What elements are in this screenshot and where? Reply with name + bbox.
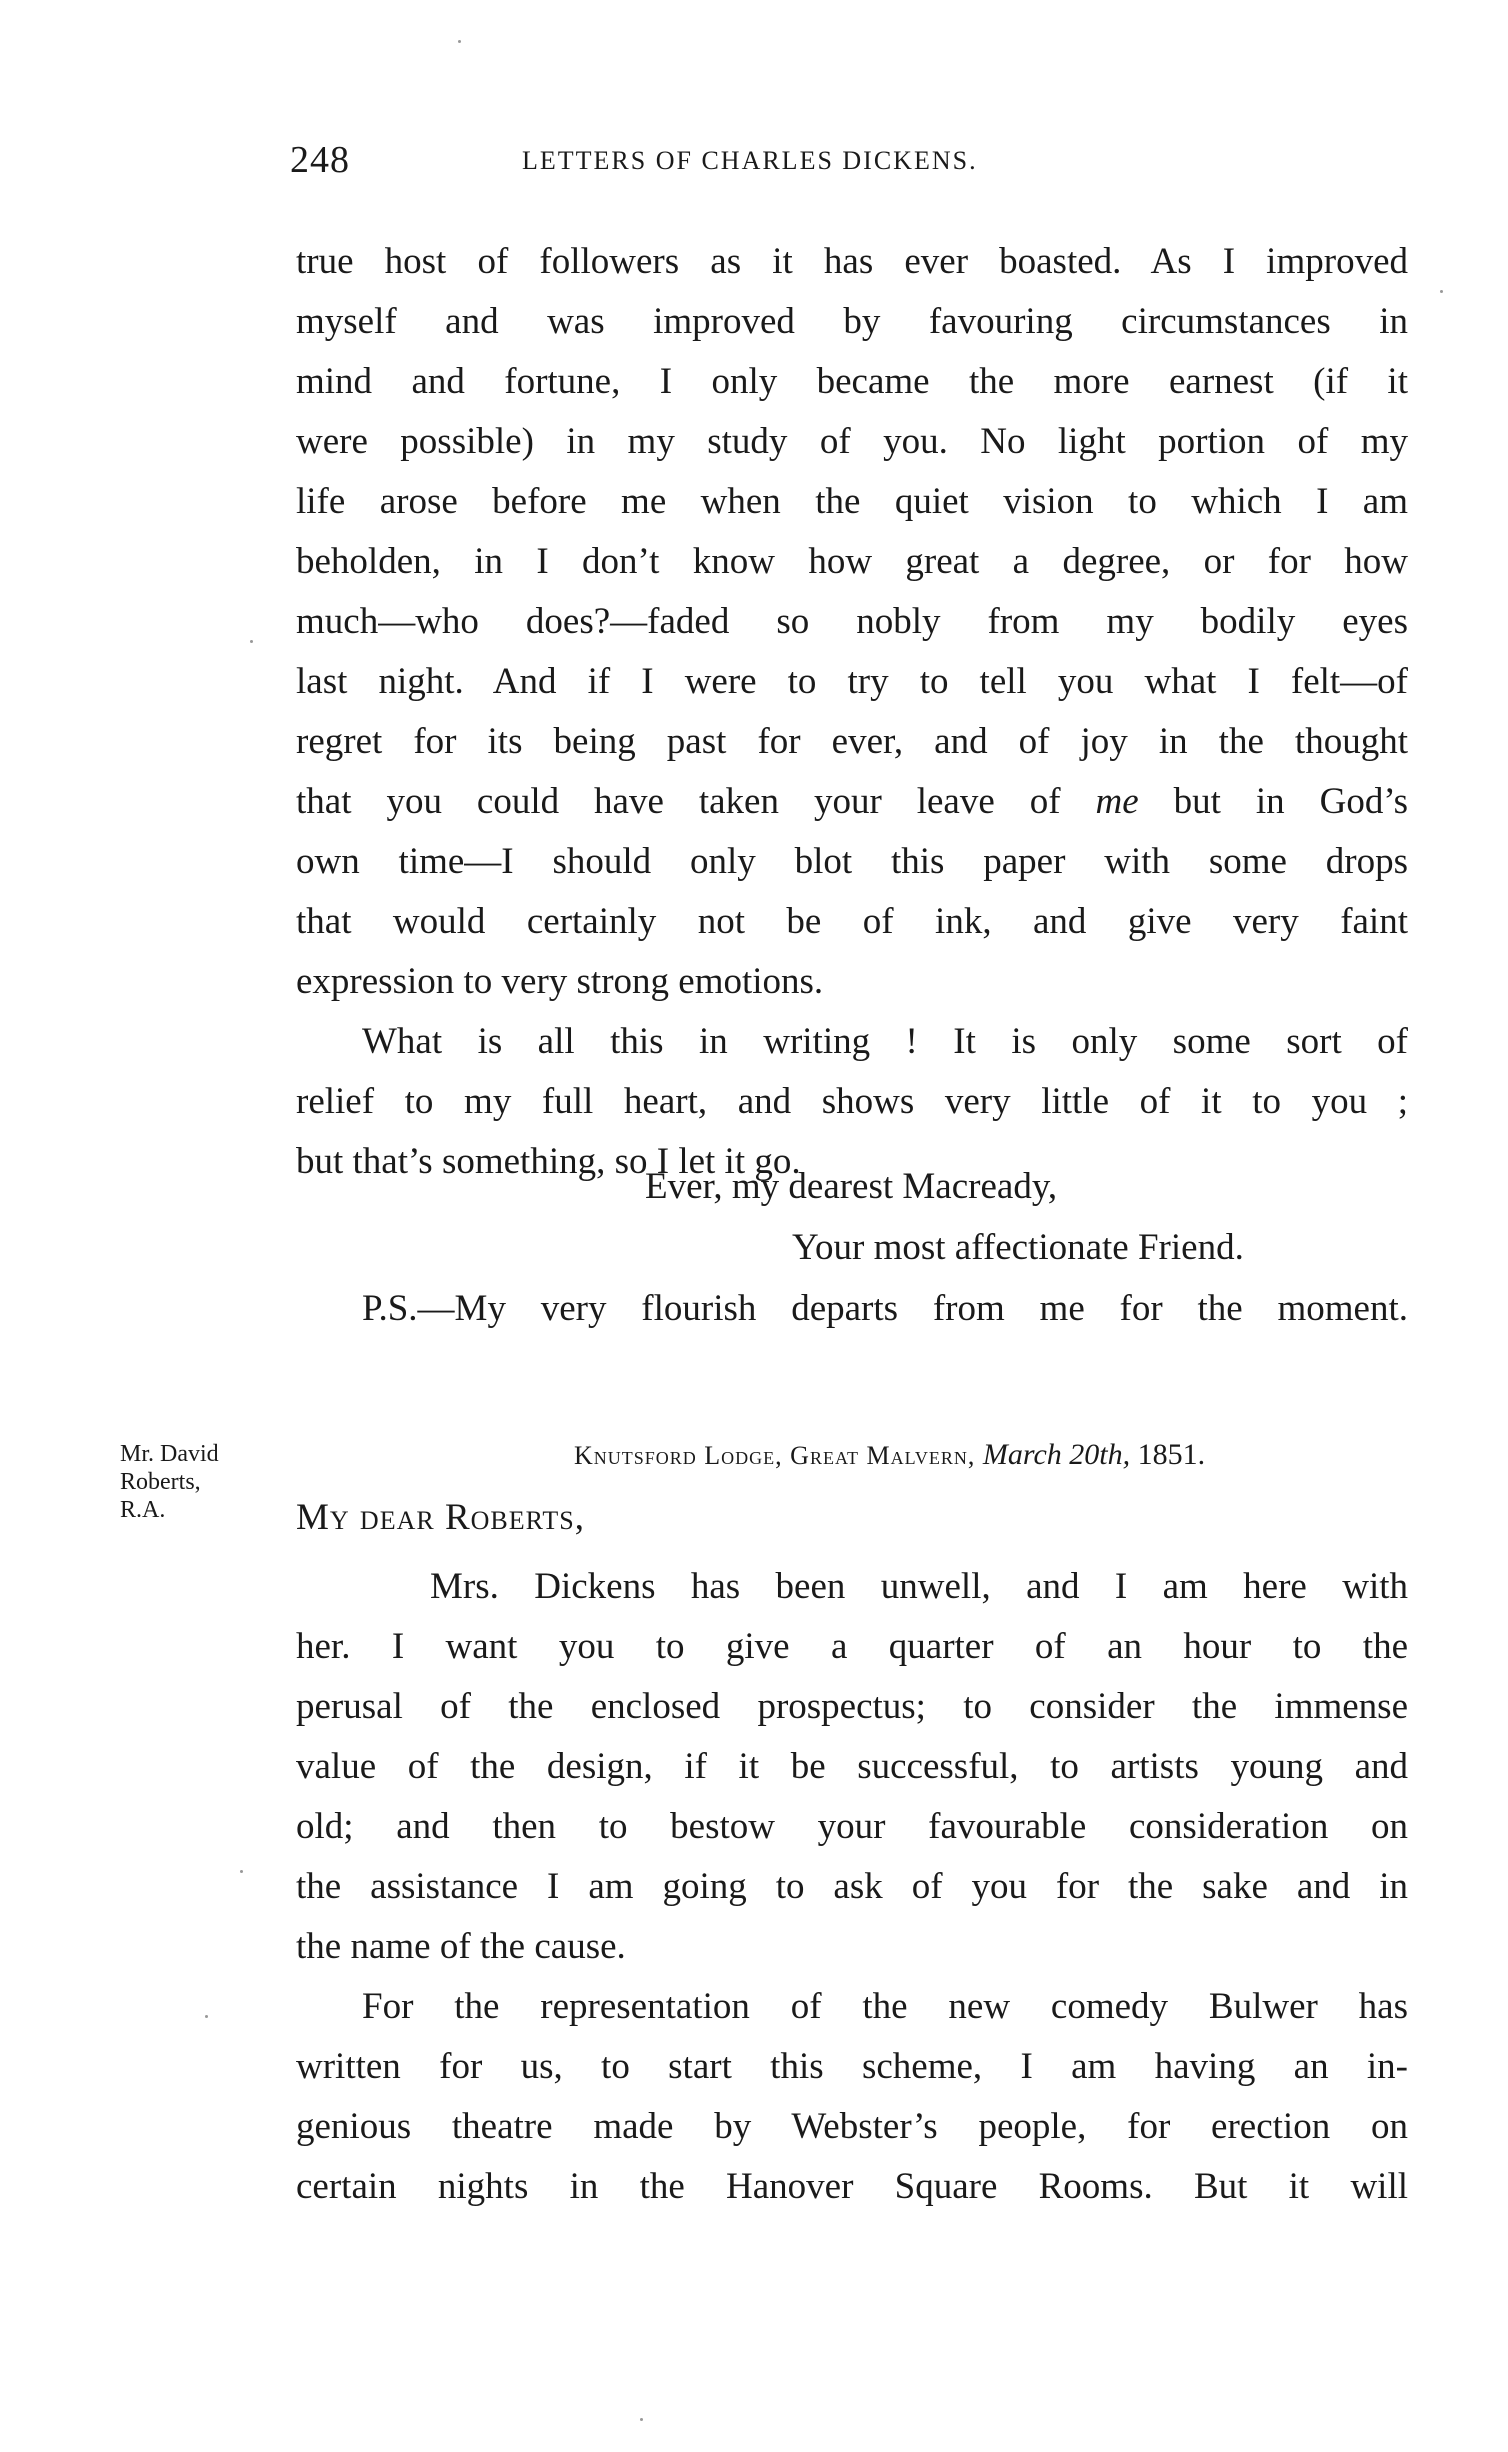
- text-line: but that’s something, so I let it go.: [296, 1141, 801, 1182]
- postscript: P.S.—My very flourish departs from me for the moment.: [362, 1288, 1408, 1329]
- text-line: true host of followers as it has ever boasted. As I improved: [296, 241, 1408, 282]
- paper-speck: [240, 1870, 243, 1873]
- text-line: that would certainly not be of ink, and give very faint: [296, 901, 1408, 942]
- text-line: value of the design, if it be successful, to artists young and: [296, 1746, 1408, 1787]
- text-line: genious theatre made by Webster’s people, for erection on: [296, 2106, 1408, 2147]
- text-line: that you could have taken your leave of me but in God’s: [296, 781, 1409, 822]
- letter-closing: Ever, my dearest Macready,: [645, 1166, 1058, 1207]
- text-line: beholden, in I don’t know how great a degree, or for how: [296, 541, 1408, 582]
- emphasis: me: [1095, 781, 1139, 822]
- text-line: relief to my full heart, and shows very little of it to you ;: [296, 1081, 1408, 1122]
- text-line: myself and was improved by favouring circumstances in: [296, 301, 1408, 342]
- text-line: were possible) in my study of you. No light portion of my: [296, 421, 1408, 462]
- letter-body-1: [296, 232, 1408, 1192]
- text-line: much—who does?—faded so nobly from my bodily eyes: [296, 601, 1408, 642]
- margin-note-line: R.A.: [120, 1497, 166, 1523]
- text-line: own time—I should only blot this paper with some drops: [296, 841, 1408, 882]
- dateline-year: 1851.: [1130, 1438, 1206, 1471]
- text-line: Mrs. Dickens has been unwell, and I am here with: [430, 1566, 1408, 1607]
- margin-note: [120, 1440, 219, 1524]
- page-header: [290, 138, 1190, 188]
- paper-speck: [205, 2015, 208, 2018]
- text-line: perusal of the enclosed prospectus; to consider the immense: [296, 1686, 1408, 1727]
- text-line: regret for its being past for ever, and of joy in the thought: [296, 721, 1408, 762]
- letter-salutation: My dear Roberts,: [296, 1497, 586, 1538]
- letter-dateline: [574, 1438, 1205, 1472]
- paper-speck: [250, 640, 253, 643]
- text-line: What is all this in writing ! It is only some sort of: [362, 1021, 1408, 1062]
- paper-speck: [458, 40, 461, 43]
- running-head: LETTERS OF CHARLES DICKENS.: [522, 146, 978, 175]
- margin-note-line: Mr. David: [120, 1441, 219, 1467]
- text-line: certain nights in the Hanover Square Rooms. But it will: [296, 2166, 1408, 2207]
- paper-speck: [1440, 290, 1443, 293]
- text-line: the assistance I am going to ask of you for the sake and in: [296, 1866, 1408, 1907]
- text-line: expression to very strong emotions.: [296, 961, 824, 1002]
- text-line: life arose before me when the quiet vision to which I am: [296, 481, 1408, 522]
- letter-signature: Your most affectionate Friend.: [792, 1227, 1244, 1268]
- text-line: the name of the cause.: [296, 1926, 626, 1967]
- dateline-date: March 20th,: [982, 1438, 1131, 1471]
- dateline-place: Knutsford Lodge, Great Malvern,: [574, 1441, 983, 1470]
- text-line: old; and then to bestow your favourable consideration on: [296, 1806, 1408, 1847]
- text-line: written for us, to start this scheme, I am having an in-: [296, 2046, 1408, 2087]
- text-line: mind and fortune, I only became the more earnest (if it: [296, 361, 1408, 402]
- page-number: 248: [290, 139, 350, 181]
- text-line: her. I want you to give a quarter of an hour to the: [296, 1626, 1408, 1667]
- margin-note-line: Roberts,: [120, 1469, 201, 1495]
- letter-body-2: [296, 1557, 1408, 2217]
- text-line: For the representation of the new comedy Bulwer has: [362, 1986, 1408, 2027]
- paper-speck: [640, 2418, 643, 2421]
- text-line: last night. And if I were to try to tell you what I felt—of: [296, 661, 1408, 702]
